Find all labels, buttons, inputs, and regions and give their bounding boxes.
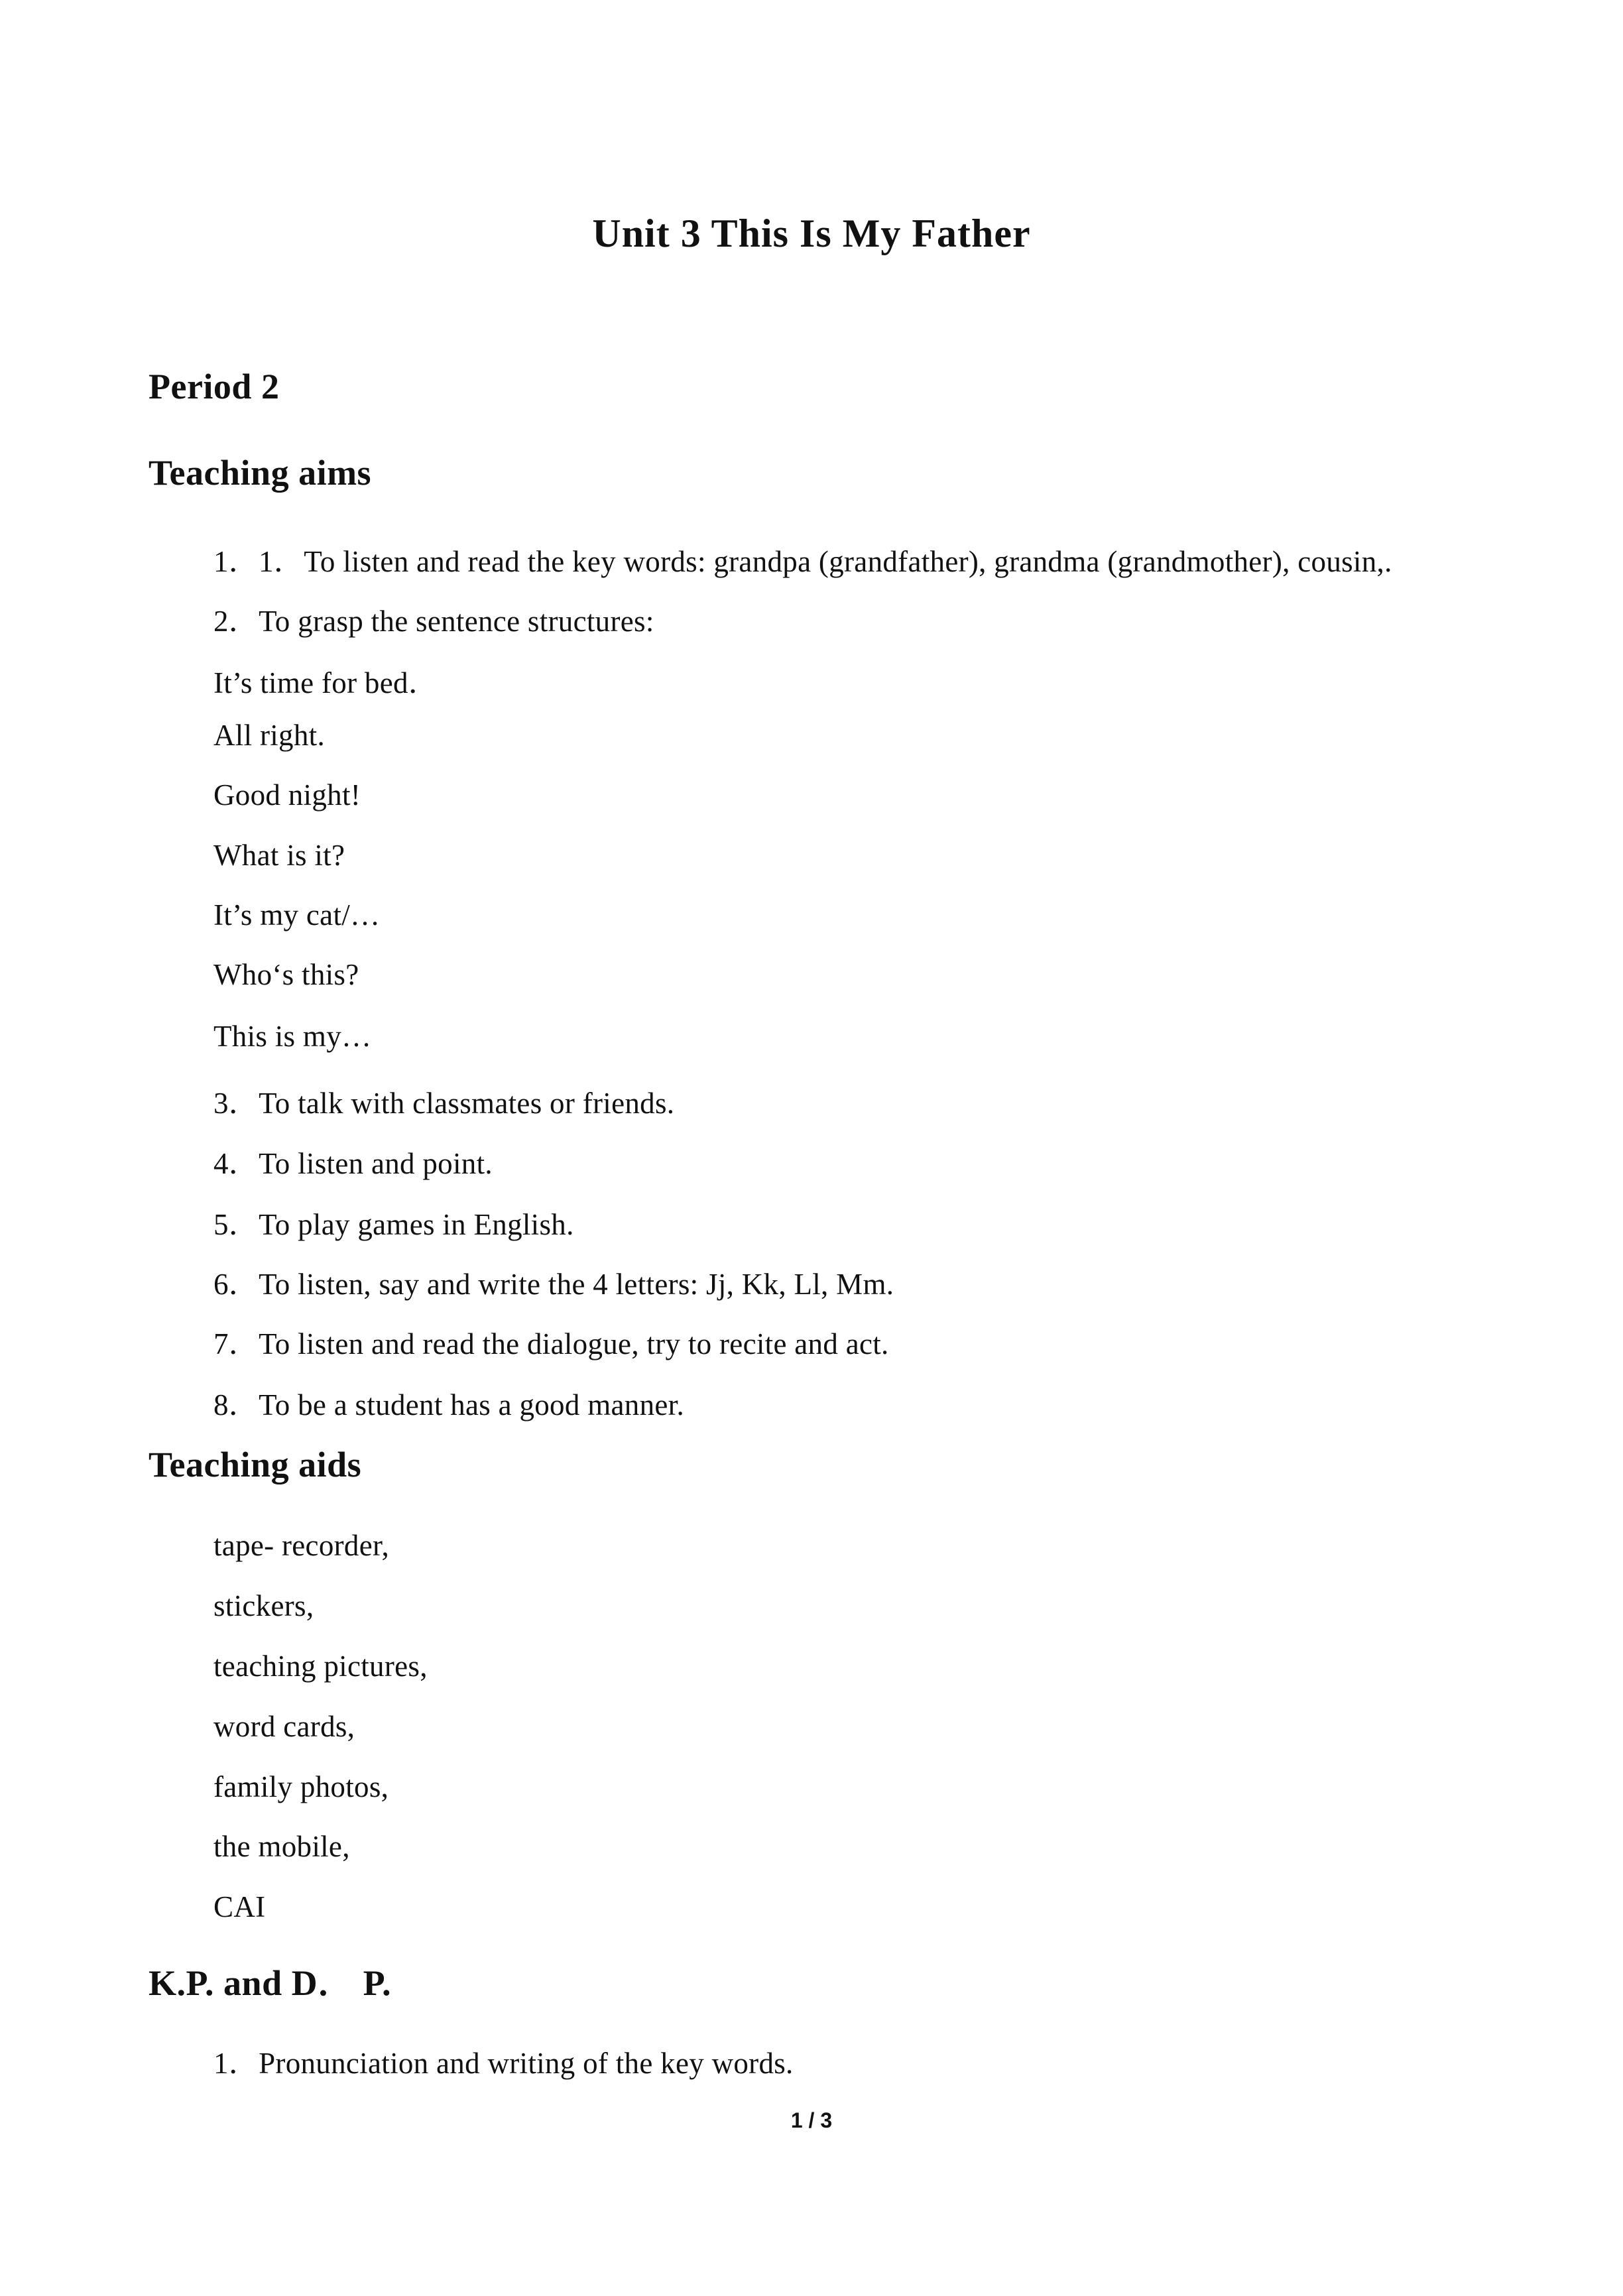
list-item: All right. [213, 719, 325, 752]
list-item: Who‘s this? [213, 958, 359, 991]
list-item: teaching pictures, [213, 1650, 428, 1683]
list-item: It’s my cat/… [213, 898, 381, 932]
list-item: stickers, [213, 1589, 314, 1622]
list-item: 3．To talk with classmates or friends. [213, 1087, 675, 1120]
page-number: 1 / 3 [790, 2108, 833, 2132]
list-item: word cards, [213, 1710, 355, 1743]
list-item: Good night! [213, 778, 361, 812]
teaching-aims-heading: Teaching aims [149, 453, 372, 493]
period-heading: Period 2 [149, 367, 280, 406]
list-item: CAI [213, 1890, 266, 1923]
page-title: Unit 3 This Is My Father [592, 211, 1031, 255]
kp-dp-heading: K.P. and D． P. [149, 1963, 392, 2003]
list-item: 1．1．To listen and read the key words: grandpa (grandfather), grandma (grandmother), cousin,. [213, 545, 1392, 578]
list-item: 4．To listen and point. [213, 1147, 493, 1180]
list-item: What is it? [213, 839, 345, 872]
list-item: the mobile, [213, 1830, 350, 1863]
list-item: tape- recorder, [213, 1529, 390, 1562]
list-item: 5．To play games in English. [213, 1208, 574, 1241]
list-item: 6．To listen, say and write the 4 letters: Jj, Kk, Ll, Mm. [213, 1268, 894, 1301]
list-item: It’s time for bed． [213, 666, 439, 699]
list-item: This is my… [213, 1020, 372, 1053]
list-item: 2．To grasp the sentence structures: [213, 605, 654, 638]
teaching-aids-heading: Teaching aids [149, 1445, 362, 1484]
list-item: 1．Pronunciation and writing of the key words. [213, 2047, 794, 2080]
list-item: 7．To listen and read the dialogue, try to recite and act. [213, 1327, 889, 1360]
list-item: 8．To be a student has a good manner. [213, 1388, 684, 1421]
list-item: family photos, [213, 1770, 389, 1803]
